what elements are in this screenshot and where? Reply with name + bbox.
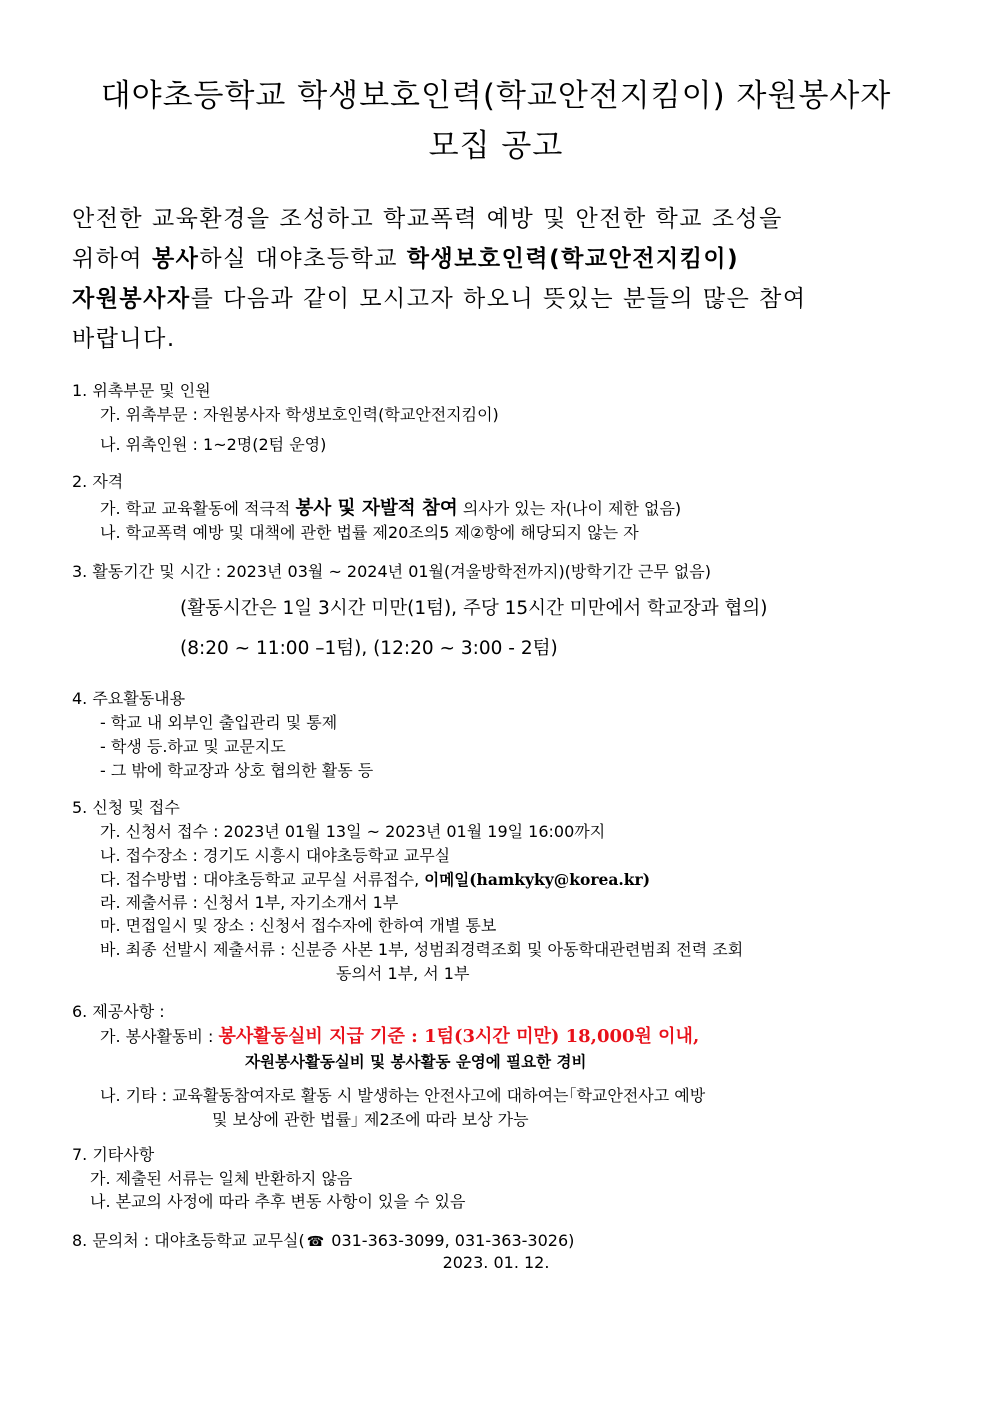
section-5-item-f: 바. 최종 선발시 제출서류 : 신분증 사본 1부, 성범죄경력조회 및 아동학대관련범죄 전력 조회 xyxy=(100,940,744,959)
section-7-item-b: 나. 본교의 사정에 따라 추후 변동 사항이 있을 수 있음 xyxy=(90,1192,466,1211)
section-5-item-b: 나. 접수장소 : 경기도 시흥시 대야초등학교 교무실 xyxy=(100,846,451,865)
intro-line-2 xyxy=(72,240,739,273)
section-7-item-a: 가. 제출된 서류는 일체 반환하지 않음 xyxy=(90,1169,353,1188)
text: 가. 학교 교육활동에 적극적 xyxy=(100,499,296,518)
intro-line-4: 바랍니다. xyxy=(72,326,176,352)
intro-bold: 학생보호인력(학교안전지킴이) xyxy=(406,246,740,272)
section-2-item-a xyxy=(100,494,681,520)
section-4-heading: 4. 주요활동내용 xyxy=(72,689,186,708)
intro-text: 하실 대야초등학교 xyxy=(199,246,407,272)
section-5-item-c xyxy=(100,867,650,890)
text: 8. 문의처 : 대야초등학교 교무실( xyxy=(72,1231,305,1250)
section-8-contact xyxy=(72,1228,574,1251)
intro-bold: 자원봉사자 xyxy=(72,286,191,312)
intro-text: 위하여 xyxy=(72,246,152,272)
section-5-item-e: 마. 면접일시 및 장소 : 신청서 접수자에 한하여 개별 통보 xyxy=(100,916,497,935)
section-2-heading: 2. 자격 xyxy=(72,472,124,491)
section-5-item-f-cont: 동의서 1부, 서 1부 xyxy=(336,964,470,983)
section-1-item-a: 가. 위촉부문 : 자원봉사자 학생보호인력(학교안전지킴이) xyxy=(100,405,499,424)
section-5-item-a: 가. 신청서 접수 : 2023년 01월 13일 ~ 2023년 01월 19일 16:00까지 xyxy=(100,822,606,841)
section-1-heading: 1. 위촉부문 및 인원 xyxy=(72,381,211,400)
highlight-text: 봉사 및 자발적 참여 xyxy=(295,498,458,519)
section-2-item-b: 나. 학교폭력 예방 및 대책에 관한 법률 제20조의5 제②항에 해당되지 않는 자 xyxy=(100,523,639,542)
list-item: - 학생 등.하교 및 교문지도 xyxy=(100,737,286,756)
text: 의사가 있는 자(나이 제한 없음) xyxy=(457,499,682,518)
intro-line-1: 안전한 교육환경을 조성하고 학교폭력 예방 및 안전한 학교 조성을 xyxy=(72,206,783,232)
section-7-heading: 7. 기타사항 xyxy=(72,1145,155,1164)
intro-text: 를 다음과 같이 모시고자 하오니 뜻있는 분들의 많은 참여 xyxy=(190,286,807,312)
list-item: - 그 밖에 학교장과 상호 협의한 활동 등 xyxy=(100,761,374,780)
section-6-heading: 6. 제공사항 : xyxy=(72,1002,165,1021)
section-6-item-b: 나. 기타 : 교육활동참여자로 활동 시 발생하는 안전사고에 대하여는｢학교안전사고 예방 xyxy=(100,1086,706,1105)
email-text: 이메일(hamkyky@korea.kr) xyxy=(424,870,651,889)
intro-line-3 xyxy=(72,280,807,313)
section-5-heading: 5. 신청 및 접수 xyxy=(72,798,180,817)
page-subtitle: 모집 공고 xyxy=(428,128,564,164)
list-item: - 학교 내 외부인 출입관리 및 통제 xyxy=(100,713,338,732)
section-3-heading: 3. 활동기간 및 시간 : 2023년 03월 ~ 2024년 01월(겨울방학전까지)(방학기간 근무 없음) xyxy=(72,562,711,581)
section-3-hours-times: (8:20 ~ 11:00 –1텀), (12:20 ~ 3:00 - 2텀) xyxy=(180,638,558,659)
section-6-item-a-cont: 자원봉사활동실비 및 봉사활동 운영에 필요한 경비 xyxy=(245,1052,587,1071)
text: 다. 접수방법 : 대야초등학교 교무실 서류접수, xyxy=(100,870,425,889)
section-1-item-b: 나. 위촉인원 : 1~2명(2텀 운영) xyxy=(100,435,327,454)
section-3-hours-note: (활동시간은 1일 3시간 미만(1텀), 주당 15시간 미만에서 학교장과 협의) xyxy=(180,598,768,619)
intro-bold: 봉사 xyxy=(151,246,200,272)
section-6-item-b-cont: 및 보상에 관한 법률｣ 제2조에 따라 보상 가능 xyxy=(212,1110,529,1129)
section-5-item-d: 라. 제출서류 : 신청서 1부, 자기소개서 1부 xyxy=(100,893,399,912)
text: 031-363-3099, 031-363-3026) xyxy=(326,1231,575,1250)
phone-icon: ☎ xyxy=(306,1234,325,1250)
section-6-item-a xyxy=(100,1022,699,1048)
text: 가. 봉사활동비 : xyxy=(100,1027,219,1046)
highlight-red-text: 봉사활동실비 지급 기준 : 1텀(3시간 미만) 18,000원 이내, xyxy=(218,1026,700,1047)
document-date: 2023. 01. 12. xyxy=(442,1253,550,1272)
page-title: 대야초등학교 학생보호인력(학교안전지킴이) 자원봉사자 xyxy=(100,78,892,114)
